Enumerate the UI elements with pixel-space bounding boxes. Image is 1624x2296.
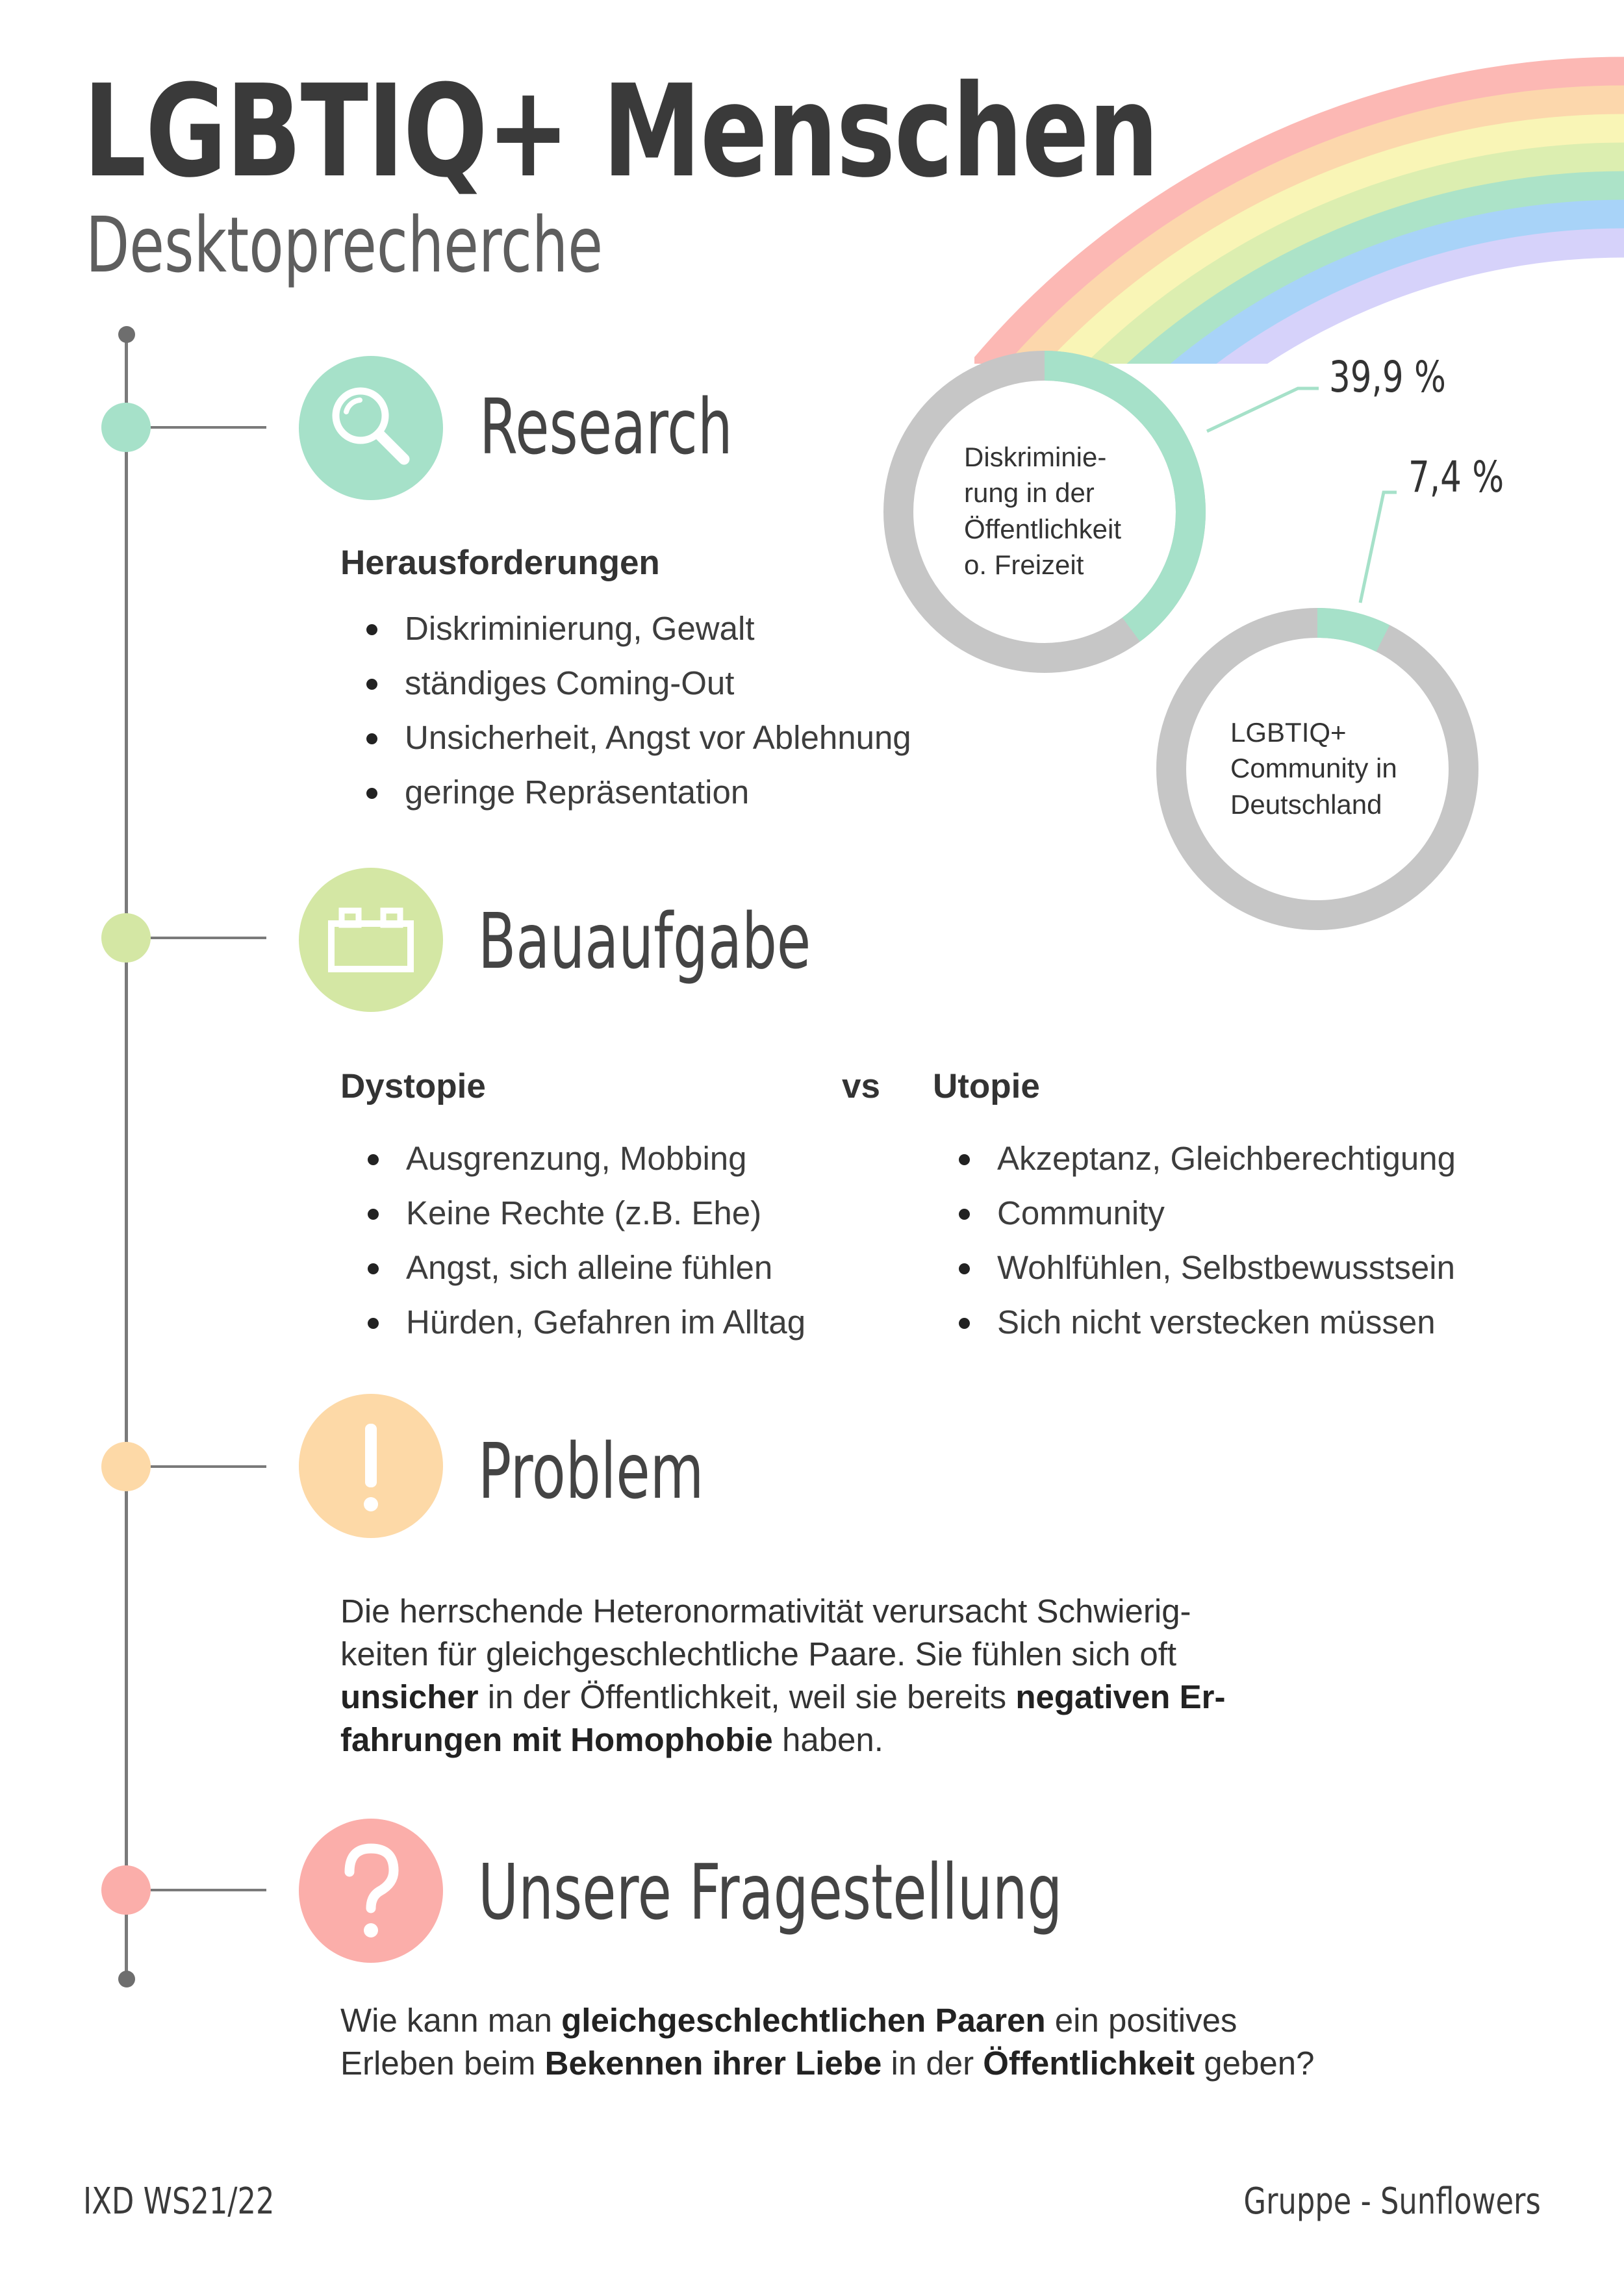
timeline-connector-fragestellung [151, 1889, 266, 1891]
donut-label-discrimination: Diskriminie- rung in der Öffentlichkeit o. Freizeit [964, 442, 1122, 581]
exclamation-icon [299, 1394, 443, 1538]
timeline-dot-problem [101, 1442, 151, 1491]
percent-7: 7,4 % [1408, 452, 1504, 502]
timeline-dot-bauaufgabe [101, 913, 151, 963]
utopie-heading: Utopie [933, 1067, 1040, 1105]
list-item: Keine Rechte (z.B. Ehe) [357, 1186, 806, 1241]
list-item: Wohlfühlen, Selbstbewusstsein [948, 1241, 1456, 1295]
list-item: ständiges Coming-Out [356, 656, 911, 711]
challenges-list [356, 601, 911, 820]
research-heading: Research [479, 382, 733, 472]
list-item: Community [948, 1186, 1456, 1241]
list-item: Sich nicht verstecken müssen [948, 1295, 1456, 1350]
list-item: Hürden, Gefahren im Alltag [357, 1295, 806, 1350]
magnifier-icon [299, 356, 443, 500]
leader-line-7 [1360, 492, 1397, 603]
problem-icon-circle [299, 1394, 443, 1538]
timeline-connector-research [151, 426, 266, 429]
percent-39: 39,9 % [1329, 352, 1446, 402]
question-mark-icon [299, 1819, 443, 1963]
problem-text: Die herrschende Heteronormativität verursacht Schwierig- keiten für gleichgeschlechtliche Paare. Sie fühlen sich oft unsicher in der Öffentlichkeit, weil sie bereits negativen Er- fahrungen mit Homophobie haben. [340, 1593, 1226, 1758]
fragestellung-heading: Unsere Fragestellung [478, 1847, 1063, 1937]
page-subtitle: Desktoprecherche [86, 200, 603, 290]
donut-label-community: LGBTIQ+ Community in Deutschland [1230, 717, 1397, 820]
dystopie-list [357, 1131, 806, 1350]
fragestellung-text: Wie kann man gleichgeschlechtlichen Paaren ein positives Erleben beim Bekennen ihrer Liebe in der Öffentlichkeit geben? [340, 2002, 1315, 2082]
list-item: Akzeptanz, Gleichberechtigung [948, 1131, 1456, 1186]
timeline-end-dot [118, 1971, 135, 1987]
challenges-heading: Herausforderungen [340, 544, 660, 582]
list-item: Angst, sich alleine fühlen [357, 1241, 806, 1295]
fragestellung-icon-circle [299, 1819, 443, 1963]
utopie-list [948, 1131, 1456, 1350]
page-title: LGBTIQ+ Menschen [83, 58, 1158, 206]
dystopie-heading: Dystopie [340, 1067, 486, 1105]
problem-heading: Problem [478, 1426, 704, 1516]
footer-group: Gruppe - Sunflowers [1243, 2180, 1541, 2223]
leader-line-39 [1207, 388, 1319, 431]
footer-course: IXD WS21/22 [83, 2180, 275, 2223]
list-item: Ausgrenzung, Mobbing [357, 1131, 806, 1186]
list-item: geringe Repräsentation [356, 765, 911, 820]
list-item: Unsicherheit, Angst vor Ablehnung [356, 711, 911, 765]
lego-brick-icon [299, 868, 443, 1012]
vs-label: vs [842, 1067, 880, 1105]
timeline-dot-fragestellung [101, 1865, 151, 1915]
timeline-line [125, 334, 128, 1980]
list-item: Diskriminierung, Gewalt [356, 601, 911, 656]
timeline-dot-research [101, 403, 151, 452]
timeline-connector-bauaufgabe [151, 937, 266, 939]
timeline-connector-problem [151, 1465, 266, 1468]
bauaufgabe-heading: Bauaufgabe [478, 896, 811, 986]
bauaufgabe-icon-circle [299, 868, 443, 1012]
research-icon-circle [299, 356, 443, 500]
stats-donuts [844, 325, 1559, 948]
timeline-start-dot [118, 326, 135, 343]
